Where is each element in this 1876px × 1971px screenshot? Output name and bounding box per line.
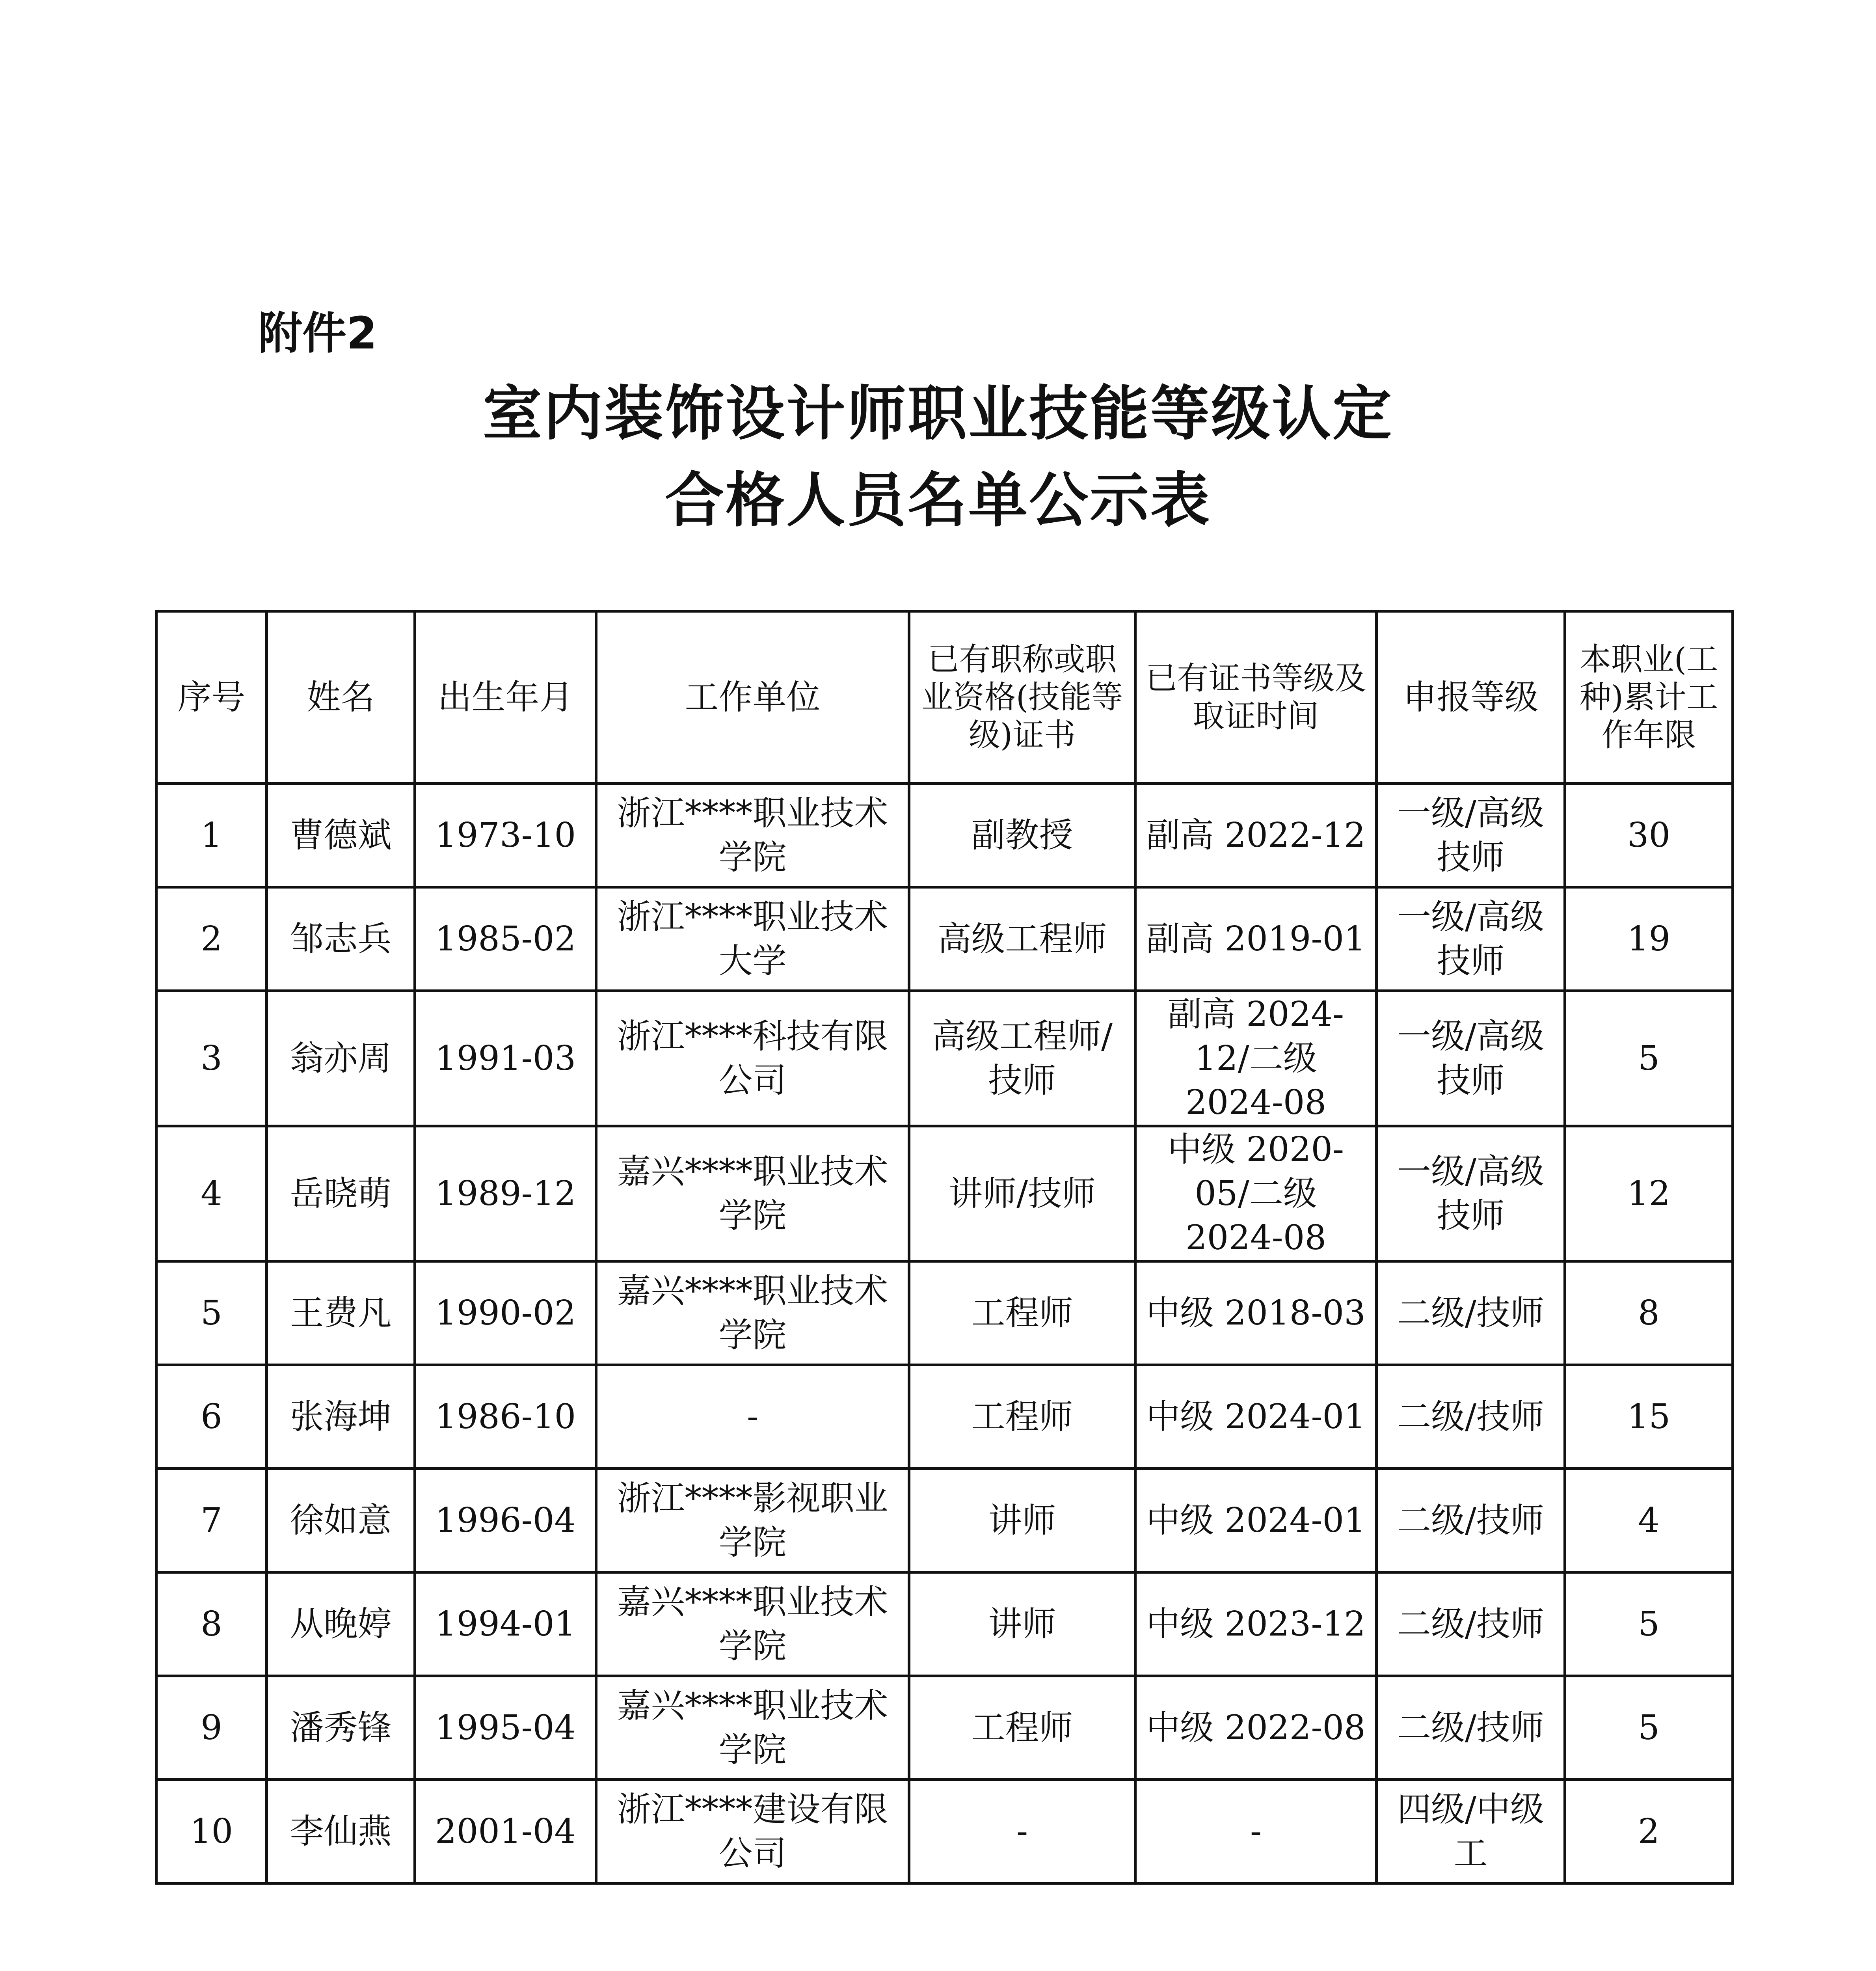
cell-birth: 1990-02: [415, 1261, 596, 1365]
cell-work-years: 19: [1565, 887, 1733, 991]
cell-applied-level: 二级/技师: [1377, 1469, 1565, 1572]
cell-work-years: 8: [1565, 1261, 1733, 1365]
cell-existing-certificate: 高级工程师: [909, 887, 1135, 991]
cell-certificate-level-time: 中级 2020-05/二级 2024-08: [1135, 1126, 1377, 1261]
cell-employer: 浙江****建设有限公司: [596, 1780, 909, 1883]
header-employer: 工作单位: [596, 611, 909, 784]
cell-existing-certificate: 工程师: [909, 1676, 1135, 1780]
cell-index: 4: [156, 1126, 267, 1261]
cell-name: 翁亦周: [267, 991, 415, 1126]
cell-birth: 1989-12: [415, 1126, 596, 1261]
cell-applied-level: 一级/高级技师: [1377, 784, 1565, 887]
cell-birth: 1995-04: [415, 1676, 596, 1780]
cell-certificate-level-time: 副高 2022-12: [1135, 784, 1377, 887]
cell-birth: 1991-03: [415, 991, 596, 1126]
cell-certificate-level-time: 中级 2022-08: [1135, 1676, 1377, 1780]
cell-birth: 1985-02: [415, 887, 596, 991]
cell-certificate-level-time: 中级 2024-01: [1135, 1469, 1377, 1572]
cell-applied-level: 二级/技师: [1377, 1261, 1565, 1365]
table-row: [156, 1780, 1733, 1883]
cell-work-years: 15: [1565, 1365, 1733, 1469]
cell-employer: 嘉兴****职业技术学院: [596, 1261, 909, 1365]
attachment-label: 附件2: [258, 308, 377, 359]
cell-certificate-level-time: 中级 2024-01: [1135, 1365, 1377, 1469]
cell-existing-certificate: 讲师: [909, 1469, 1135, 1572]
cell-existing-certificate: 讲师/技师: [909, 1126, 1135, 1261]
cell-employer: 嘉兴****职业技术学院: [596, 1572, 909, 1676]
cell-index: 2: [156, 887, 267, 991]
qualified-personnel-table: [155, 610, 1734, 1885]
table-row: [156, 991, 1733, 1126]
document-title-line-2: 合格人员名单公示表: [664, 466, 1211, 535]
cell-index: 8: [156, 1572, 267, 1676]
cell-index: 1: [156, 784, 267, 887]
header-name: 姓名: [267, 611, 415, 784]
cell-index: 10: [156, 1780, 267, 1883]
cell-index: 7: [156, 1469, 267, 1572]
header-index: 序号: [156, 611, 267, 784]
header-existing-certificate: 已有职称或职业资格(技能等级)证书: [909, 611, 1135, 784]
table-row: [156, 1469, 1733, 1572]
cell-certificate-level-time: -: [1135, 1780, 1377, 1883]
header-birth: 出生年月: [415, 611, 596, 784]
cell-existing-certificate: 高级工程师/技师: [909, 991, 1135, 1126]
table-header-row: [156, 611, 1733, 784]
cell-index: 3: [156, 991, 267, 1126]
table-row: [156, 1126, 1733, 1261]
cell-name: 岳晓萌: [267, 1126, 415, 1261]
cell-applied-level: 二级/技师: [1377, 1572, 1565, 1676]
cell-applied-level: 一级/高级技师: [1377, 887, 1565, 991]
cell-existing-certificate: -: [909, 1780, 1135, 1883]
cell-birth: 1986-10: [415, 1365, 596, 1469]
cell-certificate-level-time: 中级 2023-12: [1135, 1572, 1377, 1676]
cell-work-years: 2: [1565, 1780, 1733, 1883]
cell-name: 张海坤: [267, 1365, 415, 1469]
cell-existing-certificate: 讲师: [909, 1572, 1135, 1676]
header-applied-level: 申报等级: [1377, 611, 1565, 784]
cell-name: 王费凡: [267, 1261, 415, 1365]
cell-birth: 1994-01: [415, 1572, 596, 1676]
cell-applied-level: 二级/技师: [1377, 1676, 1565, 1780]
cell-index: 9: [156, 1676, 267, 1780]
cell-work-years: 5: [1565, 991, 1733, 1126]
cell-employer: 浙江****职业技术学院: [596, 784, 909, 887]
cell-name: 潘秀锋: [267, 1676, 415, 1780]
cell-name: 李仙燕: [267, 1780, 415, 1883]
table-row: [156, 1572, 1733, 1676]
document-title-line-1: 室内装饰设计师职业技能等级认定: [482, 380, 1393, 448]
table-row: [156, 887, 1733, 991]
cell-index: 5: [156, 1261, 267, 1365]
cell-employer: 浙江****影视职业学院: [596, 1469, 909, 1572]
cell-name: 曹德斌: [267, 784, 415, 887]
cell-applied-level: 四级/中级工: [1377, 1780, 1565, 1883]
header-work-years: 本职业(工种)累计工作年限: [1565, 611, 1733, 784]
cell-existing-certificate: 副教授: [909, 784, 1135, 887]
cell-work-years: 4: [1565, 1469, 1733, 1572]
table-row: [156, 1676, 1733, 1780]
cell-work-years: 5: [1565, 1676, 1733, 1780]
cell-name: 徐如意: [267, 1469, 415, 1572]
table-row: [156, 784, 1733, 887]
cell-employer: -: [596, 1365, 909, 1469]
cell-work-years: 12: [1565, 1126, 1733, 1261]
cell-existing-certificate: 工程师: [909, 1365, 1135, 1469]
cell-name: 邹志兵: [267, 887, 415, 991]
cell-certificate-level-time: 副高 2019-01: [1135, 887, 1377, 991]
cell-applied-level: 一级/高级技师: [1377, 991, 1565, 1126]
cell-certificate-level-time: 副高 2024-12/二级 2024-08: [1135, 991, 1377, 1126]
cell-index: 6: [156, 1365, 267, 1469]
cell-name: 从晚婷: [267, 1572, 415, 1676]
cell-applied-level: 一级/高级技师: [1377, 1126, 1565, 1261]
cell-birth: 1973-10: [415, 784, 596, 887]
cell-existing-certificate: 工程师: [909, 1261, 1135, 1365]
cell-applied-level: 二级/技师: [1377, 1365, 1565, 1469]
cell-birth: 1996-04: [415, 1469, 596, 1572]
cell-employer: 嘉兴****职业技术学院: [596, 1676, 909, 1780]
cell-employer: 嘉兴****职业技术学院: [596, 1126, 909, 1261]
cell-work-years: 5: [1565, 1572, 1733, 1676]
cell-work-years: 30: [1565, 784, 1733, 887]
cell-birth: 2001-04: [415, 1780, 596, 1883]
table-row: [156, 1365, 1733, 1469]
header-certificate-level-time: 已有证书等级及取证时间: [1135, 611, 1377, 784]
cell-employer: 浙江****科技有限公司: [596, 991, 909, 1126]
table-row: [156, 1261, 1733, 1365]
cell-employer: 浙江****职业技术大学: [596, 887, 909, 991]
cell-certificate-level-time: 中级 2018-03: [1135, 1261, 1377, 1365]
